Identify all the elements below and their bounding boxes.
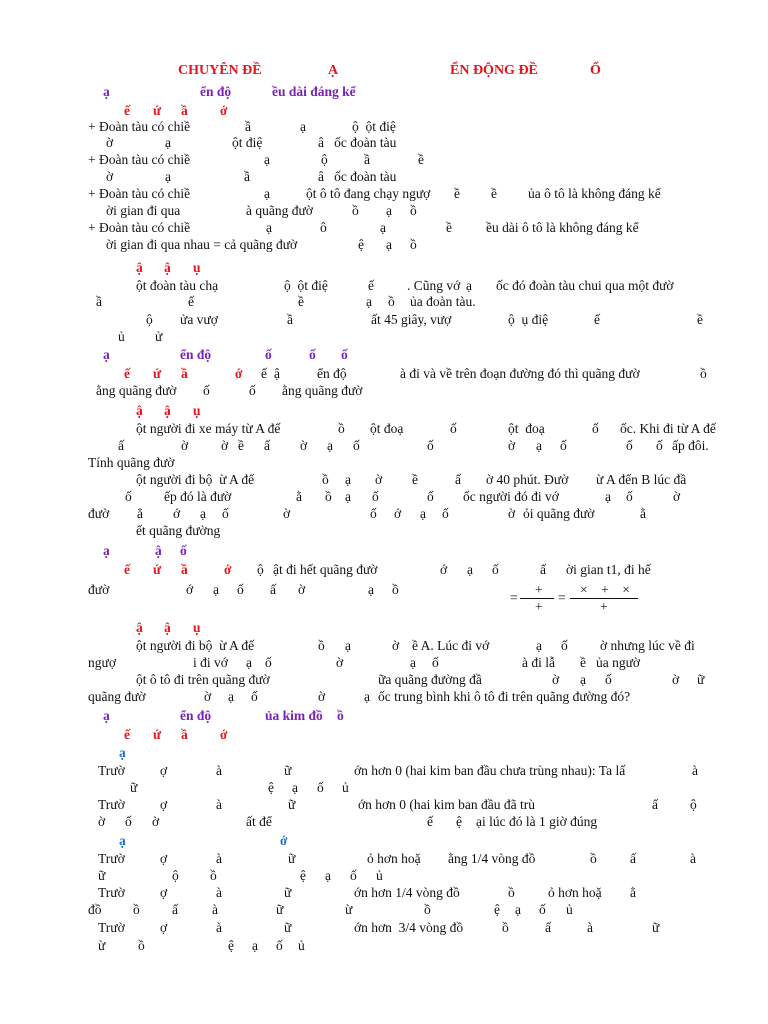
ex2-line6-l: ỏi quãng đườ (523, 506, 595, 521)
s4-row10-b: ồ (138, 938, 145, 953)
s4-row4-a: ờ (98, 814, 106, 829)
s4-row6-a: ữ (98, 868, 106, 883)
ex2-label-a: ậ (136, 403, 143, 418)
ex2-line4-c: ạ (345, 472, 351, 487)
s2-line2-b: ố (203, 383, 210, 398)
ex1-line3-f: ế (594, 312, 600, 327)
ex3-line2-i: ề (580, 655, 586, 670)
section4-kn-a: ế (124, 727, 130, 742)
ex3-label-c: ụ (193, 620, 201, 635)
ex2-line5-g: ố (427, 489, 434, 504)
ex3-line1-g: ố (561, 638, 568, 653)
ex1-line2-e: ồ (388, 294, 395, 309)
section2-heading-c: ố (265, 347, 272, 362)
s1-line7-b: ạ (266, 220, 272, 235)
s1-line8-c: ạ (386, 237, 392, 252)
ex2-line2-l: ố (560, 438, 567, 453)
formula-plus-bottom-2: + (600, 599, 608, 614)
s1-line1-a: + Đoàn tàu có chiề (88, 119, 191, 134)
s4-row3-d: ữ (288, 797, 296, 812)
section2-heading-a: ạ (103, 347, 110, 362)
s4-row7-h: ằ (630, 885, 636, 900)
s4-row9-b: ợ (160, 920, 168, 935)
ex2-line6-b: ẳ (137, 506, 143, 521)
s2-line1-c: ồ (700, 366, 707, 381)
ex3-line2-d: ố (265, 655, 272, 670)
s1-line6-a: ời gian đi qua (106, 203, 181, 218)
ex1-line3-g: ề (697, 312, 703, 327)
s4-row9-a: Trườ (98, 920, 125, 935)
section3-kn-d: ớ (224, 562, 232, 577)
s4-row5-a: Trườ (98, 851, 125, 866)
s4-row7-a: Trườ (98, 885, 125, 900)
title-part-3: ỂN ĐỘNG ĐỀ (450, 63, 538, 78)
ex1-line2-f: ủa đoàn tàu. (410, 294, 476, 309)
s4-row6-b: ộ (172, 868, 179, 883)
ex2-line6-c: ớ (173, 506, 181, 521)
ex1-line3-a: ộ (146, 312, 153, 327)
s4-row7-d: ữ (284, 885, 292, 900)
ex2-line5-j: ố (626, 489, 633, 504)
s4-row6-f: ố (350, 868, 357, 883)
section3-kn-b: ứ (153, 562, 162, 577)
s4-row5-g: ồ (590, 851, 597, 866)
ex3-line2-b: i đi vớ (193, 655, 228, 670)
ex3-line3-a: ột ô tô đi trên quãng đườ (136, 672, 270, 687)
s4-row8-k: ủ (566, 902, 573, 917)
s1-line7-e: ề (446, 220, 452, 235)
s4-row9-e: ớn hơn 3/4 vòng đồ (354, 920, 464, 935)
ex2-line4-e: ề (412, 472, 418, 487)
s4-row5-b: ợ (160, 851, 168, 866)
s1-line4-d: â ốc đoàn tàu (318, 169, 397, 184)
ex3-line3-c: ờ (552, 672, 560, 687)
s2-line2-d: ằng quãng đườ (282, 383, 363, 398)
ex2-line6-d: ạ (200, 506, 206, 521)
ex2-line2-a: ấ (118, 438, 124, 453)
s1-line1-c: ạ (300, 119, 306, 134)
ex3-line2-f: ạ (410, 655, 416, 670)
ex3-line3-g: ữ (697, 672, 705, 687)
s1-line5-e: ề (491, 186, 497, 201)
s4-row1-c: à (216, 763, 222, 778)
s1-line5-c: ột ô tô đang chạy ngượ (306, 186, 431, 201)
ex3-line4-e: ờ (318, 689, 326, 704)
ex3-line2-g: ố (432, 655, 439, 670)
section2-kn-c: ầ (181, 366, 188, 381)
section1-kn-d: ớ (220, 103, 228, 118)
s4-row8-g: ồ (424, 902, 431, 917)
title-part-2: Ạ (328, 63, 339, 78)
s4-row4-g: ại lúc đó là 1 giờ đúng (476, 814, 598, 829)
s4-row1-d: ữ (284, 763, 292, 778)
s1-line8-b: ệ (358, 237, 364, 252)
ex3-line1-b: ồ (318, 638, 325, 653)
ex1-label-a: ậ (136, 260, 143, 275)
ex2-line1-g: ốc. Khi đi từ A đế (620, 421, 716, 436)
ex2-line1-e: ột đoạ (508, 421, 545, 436)
s1-line4-b: ạ (165, 169, 171, 184)
ex3-line4-b: ờ (204, 689, 212, 704)
ex2-line1-c: ột đoạ (370, 421, 404, 436)
ex1-line2-d: ạ (366, 294, 372, 309)
ex1-line3-d: ất 45 giây, vượ (371, 312, 452, 327)
section1-kn-a: ế (124, 103, 130, 118)
s4-row10-a: ừ (98, 938, 106, 953)
ex2-line1-b: ồ (338, 421, 345, 436)
s4-row2-d: ố (317, 780, 324, 795)
ex1-line2-a: ầ (96, 294, 102, 309)
s3-line2-d: ố (237, 582, 244, 597)
ex3-line3-f: ờ (672, 672, 680, 687)
s1-line2-a: ờ (106, 135, 114, 150)
s1-line2-b: ạ (165, 135, 171, 150)
s4-row5-d: ữ (288, 851, 296, 866)
s4-row2-b: ệ (268, 780, 274, 795)
section3-kn-f: ật đi hết quãng đườ (273, 562, 378, 577)
s4-row3-b: ợ (160, 797, 168, 812)
ex3-line4-a: quãng đườ (88, 689, 146, 704)
s4-row3-c: à (216, 797, 222, 812)
ex3-line2-a: ngượ (88, 655, 116, 670)
formula-plus-top: + (535, 582, 543, 597)
section2-kn-f: ậ (274, 366, 280, 381)
s1-line7-d: ạ (380, 220, 386, 235)
ex3-line2-c: ạ (246, 655, 252, 670)
ex2-line6-a: đườ (88, 506, 110, 521)
s4-row6-d: ệ (300, 868, 306, 883)
s1-line2-c: ột điệ (232, 135, 263, 150)
s4-row3-a: Trườ (98, 797, 125, 812)
s4-row5-e: ỏ hơn hoặ (367, 851, 421, 866)
section4-heading-c: ủa kim đồ (265, 708, 323, 723)
ex2-line5-i: ạ (605, 489, 611, 504)
s4-row4-d: ất để (246, 814, 272, 829)
s4-row9-c: à (216, 920, 222, 935)
s4-row3-f: ấ (652, 797, 658, 812)
ex2-line2-e: ấ (264, 438, 270, 453)
ex3-line1-e: ề A. Lúc đi vớ (412, 638, 490, 653)
s2-line1-a: ển độ (317, 366, 347, 381)
section1-kn-c: ầ (181, 103, 188, 118)
s1-line6-c: ồ (352, 203, 359, 218)
ex2-line6-j: ố (442, 506, 449, 521)
ex2-label-b: ậ (164, 403, 171, 418)
s3-line2-g: ạ (368, 582, 374, 597)
formula-plus-bottom: + (535, 599, 543, 614)
ex1-line1-a: ột đoàn tàu chạ (136, 278, 219, 293)
s4-row7-g: ỏ hơn hoặ (548, 885, 602, 900)
ex3-line3-b: ữa quãng đường đầ (378, 672, 482, 687)
s4-row10-e: ố (276, 938, 283, 953)
s3-line2-a: đườ (88, 582, 110, 597)
ex2-line5-b: ếp đó là đườ (164, 489, 232, 504)
section2-heading-d: ố (309, 347, 316, 362)
s4-row1-e: ớn hơn 0 (hai kim ban đầu chưa trùng nhau): Ta lấ (354, 763, 626, 778)
ex1-line2-c: ề (298, 294, 304, 309)
s3-line2-h: ồ (392, 582, 399, 597)
ex2-line6-g: ố (370, 506, 377, 521)
ex3-line2-j: ủa ngườ (596, 655, 641, 670)
ex2-line4-b: ồ (322, 472, 329, 487)
s1-line5-d: ề (454, 186, 460, 201)
ex2-line5-e: ạ (345, 489, 351, 504)
title-part-4: Ổ (590, 63, 601, 78)
ex3-label-b: ậ (164, 620, 171, 635)
s4-row1-f: à (692, 763, 698, 778)
section2-kn-b: ứ (153, 366, 162, 381)
ex2-line2-o: ấp đôi. (672, 438, 709, 453)
s4-row7-f: ồ (508, 885, 515, 900)
s4-row6-g: ủ (376, 868, 383, 883)
ex2-line4-h: ừ A đến B lúc đầ (596, 472, 687, 487)
ex3-line3-d: ạ (580, 672, 586, 687)
ex2-line4-a: ột người đi bộ ừ A đế (136, 472, 255, 487)
ex2-line5-d: ồ (325, 489, 332, 504)
section1-heading-a: ạ (103, 84, 110, 99)
s4-row8-a: đồ (88, 902, 102, 917)
s1-line6-d: ạ (386, 203, 392, 218)
section1-heading-c: ều dài đáng kể (272, 84, 356, 99)
section3-kn-a: ế (124, 562, 130, 577)
s4-row9-g: ấ (545, 920, 551, 935)
formula-equals-1: = (510, 590, 518, 605)
ex3-line4-d: ố (251, 689, 258, 704)
s4-row9-h: à (587, 920, 593, 935)
section4-kn-b: ứ (153, 727, 162, 742)
ex3-line2-h: à đi lẫ (522, 655, 555, 670)
ex2-line7-a: ết quãng đường (136, 523, 221, 538)
ex2-line6-i: ạ (420, 506, 426, 521)
s1-line3-a: + Đoàn tàu có chiề (88, 152, 191, 167)
title-part-1: CHUYÊN ĐỀ (178, 63, 262, 78)
s4-row7-c: à (216, 885, 222, 900)
s4-row10-c: ệ (228, 938, 234, 953)
section1-heading-b: ển độ (200, 84, 232, 99)
section3-kn-i: ố (492, 562, 499, 577)
s4-row7-b: ợ (160, 885, 168, 900)
s4-row8-e: ữ (276, 902, 284, 917)
formula-numerator-2: × + × (580, 582, 630, 597)
formula-equals-2: = (558, 590, 566, 605)
ex3-line1-a: ột người đi bộ ừ A đế (136, 638, 255, 653)
section2-kn-e: ế (261, 366, 267, 381)
ex2-line1-f: ố (592, 421, 599, 436)
ex3-line3-e: ố (605, 672, 612, 687)
ex2-label-c: ụ (193, 403, 201, 418)
s4-row8-h: ệ (494, 902, 500, 917)
ex2-line2-m: ố (626, 438, 633, 453)
s4-row8-i: ạ (515, 902, 521, 917)
s1-line7-c: ô (320, 220, 327, 235)
section4-kn-d: ớ (220, 727, 228, 742)
section3-kn-e: ộ (257, 562, 264, 577)
ex3-line1-c: ạ (345, 638, 351, 653)
ex1-label-c: ụ (193, 260, 201, 275)
s4-row10-f: ủ (298, 938, 305, 953)
s1-line5-f: ủa ô tô là không đáng kể (528, 186, 661, 201)
s2-line2-c: ố (249, 383, 256, 398)
ex2-line3-a: Tính quãng đườ (88, 455, 175, 470)
section2-heading-b: ển độ (180, 347, 212, 362)
s4-row9-f: ồ (502, 920, 509, 935)
s4-row2-c: ạ (292, 780, 298, 795)
s4-row5-h: ấ (630, 851, 636, 866)
section3-heading-c: ố (180, 543, 187, 558)
s1-line3-b: ạ (264, 152, 270, 167)
ex1-line2-b: ế (188, 294, 194, 309)
section4-heading-a: ạ (103, 708, 110, 723)
section3-kn-j: ấ (540, 562, 546, 577)
ex2-line1-a: ột người đi xe máy từ A đế (136, 421, 281, 436)
s4-row5-i: à (690, 851, 696, 866)
s4-row3-e: ớn hơn 0 (hai kim ban đầu đã trù (358, 797, 535, 812)
s1-line3-c: ộ (321, 152, 328, 167)
s1-line3-d: ầ (364, 152, 370, 167)
ex1-label-b: ậ (164, 260, 171, 275)
section2-heading-e: ố (341, 347, 348, 362)
ex2-line5-c: ằ (296, 489, 302, 504)
ex2-line6-f: ờ (283, 506, 291, 521)
ex1-line4-a: ủ (118, 329, 125, 344)
s4-row9-d: ữ (284, 920, 292, 935)
ex2-line2-n: ố (656, 438, 663, 453)
s1-line2-d: â ốc đoàn tàu (318, 135, 397, 150)
section3-heading-b: ậ (155, 543, 162, 558)
ex2-line4-f: ấ (455, 472, 461, 487)
section4-kn-c: ầ (181, 727, 188, 742)
section4-heading-d: ồ (337, 708, 344, 723)
section2-kn-a: ế (124, 366, 130, 381)
ex1-line1-c: ế (368, 278, 374, 293)
s2-line2-a: ằng quãng đườ (96, 383, 177, 398)
section3-kn-h: ạ (467, 562, 473, 577)
ex2-line2-f: ờ (300, 438, 308, 453)
s1-line1-b: ầ (245, 119, 251, 134)
ex1-line1-e: ạ (466, 278, 472, 293)
s4-row3-g: ộ (690, 797, 697, 812)
s4-row2-a: ữ (130, 780, 138, 795)
s1-line1-d: ộ ột điệ (352, 119, 396, 134)
s1-line3-e: ề (418, 152, 424, 167)
ex1-line1-b: ộ ột điệ (284, 278, 328, 293)
ex2-line5-k: ờ (673, 489, 681, 504)
ex2-line5-f: ố (372, 489, 379, 504)
ex1-line1-d: . Cũng vớ (407, 278, 461, 293)
ex1-line3-e: ộ ụ điệ (508, 312, 549, 327)
s4-row4-f: ệ (456, 814, 462, 829)
ex1-line4-b: ử (155, 329, 163, 344)
s3-line2-e: ấ (270, 582, 276, 597)
ex3-label-a: ậ (136, 620, 143, 635)
s2-line1-b: à đi và về trên đoạn đường đó thì quãng đườ (400, 366, 640, 381)
section4-heading-b: ển độ (180, 708, 212, 723)
ex2-line2-g: ạ (327, 438, 333, 453)
section1-kn-b: ứ (153, 103, 162, 118)
ex2-line2-k: ạ (536, 438, 542, 453)
ex2-line4-d: ờ (375, 472, 383, 487)
ex2-line2-j: ờ (508, 438, 516, 453)
s3-line2-f: ờ (298, 582, 306, 597)
s3-line2-c: ạ (213, 582, 219, 597)
section3-kn-k: ời gian t1, đi hế (566, 562, 651, 577)
s4-row4-b: ố (125, 814, 132, 829)
ex2-line4-g: ờ 40 phút. Đườ (486, 472, 569, 487)
section4-sub-2a: ạ (119, 833, 126, 848)
section3-kn-c: ầ (181, 562, 188, 577)
s4-row8-j: ố (539, 902, 546, 917)
s4-row8-f: ừ (345, 902, 353, 917)
ex3-line2-e: ờ (336, 655, 344, 670)
s1-line4-c: ầ (244, 169, 250, 184)
s1-line6-e: ồ (410, 203, 417, 218)
ex2-line2-c: ờ (221, 438, 229, 453)
s4-row2-e: ủ (342, 780, 349, 795)
s1-line5-a: + Đoàn tàu có chiề (88, 186, 191, 201)
s1-line6-b: à quãng đườ (246, 203, 313, 218)
s1-line5-b: ạ (264, 186, 270, 201)
section4-sub-2b: ớ (280, 833, 288, 848)
s3-line2-b: ớ (186, 582, 194, 597)
ex2-line6-h: ớ (394, 506, 402, 521)
s4-row4-e: ế (427, 814, 433, 829)
s4-row5-f: ằng 1/4 vòng đồ (448, 851, 536, 866)
ex2-line2-b: ờ (181, 438, 189, 453)
ex2-line6-m: ằ (640, 506, 646, 521)
ex3-line4-c: ạ (228, 689, 234, 704)
s1-line7-f: ều dài ô tô là không đáng kể (486, 220, 639, 235)
s4-row8-d: à (212, 902, 218, 917)
s1-line8-a: ời gian đi qua nhau = cả quãng đườ (106, 237, 298, 252)
s4-row8-b: ồ (133, 902, 140, 917)
ex2-line2-d: ề (238, 438, 244, 453)
s1-line7-a: + Đoàn tàu có chiề (88, 220, 191, 235)
section2-kn-d: ớ (235, 366, 243, 381)
s1-line8-d: ồ (410, 237, 417, 252)
ex2-line2-i: ố (427, 438, 434, 453)
s4-row5-c: à (216, 851, 222, 866)
ex2-line6-k: ờ (508, 506, 516, 521)
s4-row10-d: ạ (252, 938, 258, 953)
s4-row1-a: Trườ (98, 763, 125, 778)
ex3-line4-g: ốc trung bình khi ô tô đi trên quãng đường đó? (378, 689, 631, 704)
ex2-line6-e: ố (222, 506, 229, 521)
ex3-line1-f: ạ (536, 638, 542, 653)
s1-line4-a: ờ (106, 169, 114, 184)
s4-row1-b: ợ (160, 763, 168, 778)
ex1-line3-c: ầ (287, 312, 293, 327)
ex2-line1-d: ố (450, 421, 457, 436)
ex1-line1-f: ốc đó đoàn tàu chui qua một đườ (496, 278, 674, 293)
s4-row6-e: ạ (325, 868, 331, 883)
s4-row9-i: ữ (652, 920, 660, 935)
ex1-line3-b: ửa vượ (180, 312, 218, 327)
ex2-line5-a: ố (125, 489, 132, 504)
ex2-line5-h: ốc người đó đi vớ (463, 489, 559, 504)
section3-kn-g: ớ (440, 562, 448, 577)
s4-row4-c: ờ (152, 814, 160, 829)
s4-row6-c: ồ (210, 868, 217, 883)
ex3-line1-d: ờ (392, 638, 400, 653)
section4-sub-1: ạ (119, 745, 126, 760)
ex2-line2-h: ố (353, 438, 360, 453)
s4-row7-e: ớn hơn 1/4 vòng đồ (354, 885, 460, 900)
ex3-line4-f: ạ (364, 689, 370, 704)
s4-row8-c: ấ (172, 902, 178, 917)
ex3-line1-h: ờ nhưng lúc về đi (600, 638, 695, 653)
section3-heading-a: ạ (103, 543, 110, 558)
